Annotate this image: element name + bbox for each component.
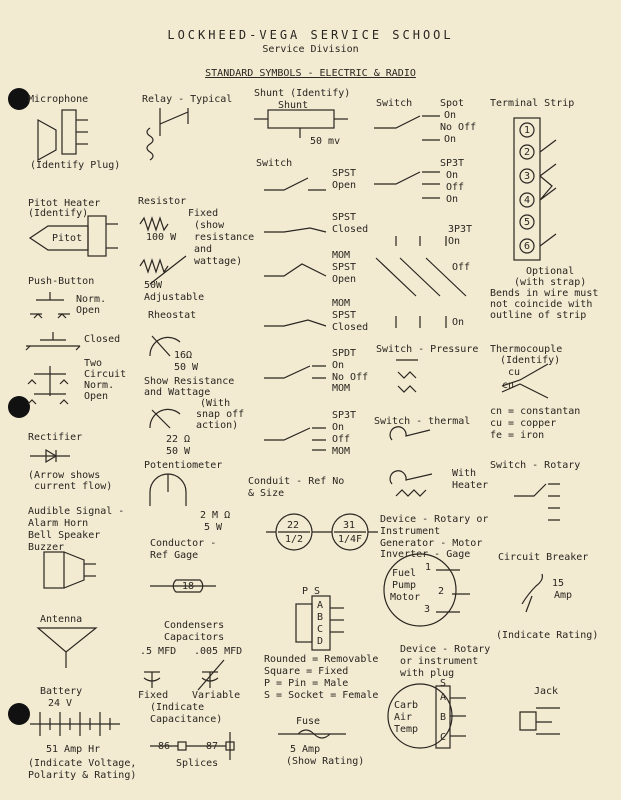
label-fixed: Fixed — [188, 208, 219, 219]
label-shunt-mv: 50 mv — [310, 136, 341, 147]
label-shunt-lbl: Shunt — [278, 100, 309, 111]
label-bends: Bends in wire must — [490, 288, 599, 299]
label-50w: 50W — [144, 280, 163, 291]
label-audible: Audible Signal - — [28, 506, 125, 517]
label-show-res: Show Resistance — [144, 376, 235, 387]
battery-icon — [30, 712, 120, 736]
pressure-switch-icon — [396, 360, 418, 392]
label-open: Open — [76, 305, 101, 316]
3p3t-switch-icon — [376, 236, 466, 328]
shunt-icon — [254, 110, 348, 138]
label-breaker: Circuit Breaker — [498, 552, 589, 563]
page-title: STANDARD SYMBOLS - ELECTRIC & RADIO — [205, 68, 416, 79]
label-current-flow: current flow) — [34, 481, 113, 492]
label-s-dev: S — [440, 678, 447, 689]
label-generator: Generator - Motor — [380, 538, 483, 549]
label-variable: Variable — [192, 690, 241, 701]
label-volts: 24 V — [48, 698, 73, 709]
label-action: action) — [196, 420, 239, 431]
label-gage-num: 18 — [182, 581, 195, 592]
label-db: B — [440, 712, 447, 723]
label-3p3t: 3P3T — [448, 224, 473, 235]
label-spot: Spot — [440, 98, 465, 109]
label-switch4: Switch — [376, 98, 413, 109]
fuse-icon — [278, 730, 346, 738]
label-terminal: Terminal Strip — [490, 98, 575, 109]
label-pressure: Switch - Pressure — [376, 344, 479, 355]
circuit-breaker-icon — [522, 574, 542, 612]
label-t1: 1 — [524, 125, 531, 136]
horn-icon — [44, 552, 96, 588]
label-cn-eq: cn = constantan — [490, 406, 581, 417]
label-c31: 31 — [343, 520, 356, 531]
label-n3: 3 — [424, 604, 431, 615]
label-spst: SPST — [332, 168, 357, 179]
antenna-icon — [38, 628, 96, 668]
label-air: Air — [394, 712, 413, 723]
label-pitot-identify: (Identify) — [28, 208, 89, 219]
push-button-icon — [26, 292, 80, 404]
label-cu: cu — [508, 367, 521, 378]
label-snap: snap off — [196, 409, 245, 420]
label-fe-eq: fe = iron — [490, 430, 545, 441]
label-relay: Relay - Typical — [142, 94, 233, 105]
terminal-strip-icon — [514, 118, 556, 260]
label-fuel: Fuel — [392, 568, 417, 579]
label-splice86: 86 — [158, 741, 171, 752]
label-open: Open — [332, 180, 357, 191]
label-pitot: Pitot — [52, 233, 83, 244]
label-norm-open: Norm. — [76, 294, 107, 305]
label-motor: Motor — [390, 592, 421, 603]
label-on4b: On — [444, 134, 457, 145]
label-polarity: Polarity & Rating) — [28, 770, 137, 781]
label-da: A — [440, 692, 447, 703]
label-off2: Off — [332, 434, 351, 445]
label-resistance: resistance — [194, 232, 255, 243]
label-rh-val: 16Ω — [174, 350, 193, 361]
label-p-pin: P = Pin = Male — [264, 678, 349, 689]
label-potentiometer: Potentiometer — [144, 460, 223, 471]
label-capacitance: Capacitance) — [150, 714, 223, 725]
label-splices: Splices — [176, 758, 219, 769]
label-tc-identify: (Identify) — [500, 355, 561, 366]
label-cn: cn — [502, 380, 515, 391]
label-c22: 22 — [287, 520, 300, 531]
label-splice87: 87 — [206, 741, 219, 752]
label-mom2: MOM — [332, 298, 351, 309]
label-with-strap: (with strap) — [514, 277, 587, 288]
label-on4: On — [444, 110, 457, 121]
capacitor-icon — [144, 660, 224, 690]
label-sp3t4: SP3T — [440, 158, 465, 169]
label-spst3: SPST — [332, 262, 357, 273]
label-shunt: Shunt (Identify) — [254, 88, 351, 99]
label-t4: 4 — [524, 195, 531, 206]
label-conduit: Conduit - Ref No — [248, 476, 345, 487]
label-pc: C — [317, 624, 324, 635]
label-two: Two — [84, 358, 103, 369]
label-antenna: Antenna — [40, 614, 83, 625]
label-with-plug: with plug — [400, 668, 455, 679]
label-rheostat: Rheostat — [148, 310, 197, 321]
label-square: Square = Fixed — [264, 666, 349, 677]
label-show: (show — [194, 220, 225, 231]
rotary-switch-icon — [514, 484, 560, 520]
label-r50: 50 W — [166, 446, 191, 457]
label-100w: 100 W — [146, 232, 177, 243]
label-pb: B — [317, 612, 324, 623]
label-t3: 3 — [524, 171, 531, 182]
label-spdt: SPDT — [332, 348, 357, 359]
label-pitot-heater: Pitot Heater — [28, 198, 101, 209]
relay-icon — [147, 108, 188, 160]
label-on4d: On — [446, 194, 459, 205]
label-push-button: Push-Button — [28, 276, 95, 287]
label-norm: Norm. — [84, 380, 115, 391]
label-no-off: No Off — [332, 372, 369, 383]
label-switch: Switch — [256, 158, 293, 169]
label-mfd005: .005 MFD — [194, 646, 243, 657]
label-on-b: On — [448, 236, 461, 247]
label-wattage: wattage) — [194, 256, 243, 267]
label-mom: MOM — [332, 250, 351, 261]
label-indicate-cap: (Indicate — [150, 702, 205, 713]
label-circuit: Circuit — [84, 369, 127, 380]
label-pot-val: 2 M Ω — [200, 510, 231, 521]
label-buzzer: Buzzer — [28, 542, 65, 553]
label-fuse: Fuse — [296, 716, 321, 727]
label-pa: A — [317, 600, 324, 611]
label-thermocouple: Thermocouple — [490, 344, 563, 355]
label-on: On — [332, 360, 345, 371]
label-size: & Size — [248, 488, 285, 499]
label-t5: 5 — [524, 217, 531, 228]
label-resistor: Resistor — [138, 196, 187, 207]
label-device: Device - Rotary or — [380, 514, 489, 525]
label-outline: outline of strip — [490, 310, 587, 321]
label-n1: 1 — [425, 562, 432, 573]
label-rounded: Rounded = Removable — [264, 654, 379, 665]
label-mom3: MOM — [332, 383, 351, 394]
label-open3: Open — [332, 274, 357, 285]
label-temp: Temp — [394, 724, 419, 735]
label-instrument: Instrument — [380, 526, 441, 537]
label-show-rating: (Show Rating) — [286, 756, 365, 767]
label-off-b: Off — [452, 262, 471, 273]
label-indicate-voltage: (Indicate Voltage, — [28, 758, 137, 769]
division-subtitle: Service Division — [262, 44, 359, 55]
label-indicate-rating: (Indicate Rating) — [496, 630, 599, 641]
resistor-icon — [140, 218, 186, 284]
label-or-instr: or instrument — [400, 656, 479, 667]
label-amp: Amp — [554, 590, 573, 601]
label-on-c: On — [452, 317, 465, 328]
label-cu-eq: cu = copper — [490, 418, 557, 429]
jack-icon — [520, 708, 560, 734]
label-on2: On — [332, 422, 345, 433]
label-n2: 2 — [438, 586, 445, 597]
label-on4c: On — [446, 170, 459, 181]
label-pd: D — [317, 636, 324, 647]
label-t6: 6 — [524, 241, 531, 252]
label-ref-gage: Ref Gage — [150, 550, 199, 561]
label-sp3t: SP3T — [332, 410, 357, 421]
label-off4: Off — [446, 182, 465, 193]
thermal-switch-icon — [390, 427, 432, 496]
label-identify-plug: (Identify Plug) — [30, 160, 121, 171]
label-capacitors: Capacitors — [164, 632, 225, 643]
label-r22: 22 Ω — [166, 434, 191, 445]
label-pump: Pump — [392, 580, 417, 591]
label-dc: C — [440, 732, 447, 743]
microphone-icon — [38, 110, 88, 160]
label-amp-hr: 51 Amp Hr — [46, 744, 101, 755]
label-s-socket: S = Socket = Female — [264, 690, 379, 701]
label-with-h: With — [452, 468, 477, 479]
label-closed: Closed — [84, 334, 121, 345]
label-closed: Closed — [332, 224, 369, 235]
label-battery: Battery — [40, 686, 83, 697]
label-open2: Open — [84, 391, 109, 402]
label-arrow-shows: (Arrow shows — [28, 470, 101, 481]
label-no-off4: No Off — [440, 122, 477, 133]
switch-icon — [264, 178, 326, 450]
label-pot-w: 5 W — [204, 522, 223, 533]
label-c12: 1/2 — [285, 534, 304, 545]
label-condensers: Condensers — [164, 620, 225, 631]
label-and-watt: and Wattage — [144, 387, 211, 398]
label-closed4: Closed — [332, 322, 369, 333]
label-bell-speaker: Bell Speaker — [28, 530, 101, 541]
label-and: and — [194, 244, 213, 255]
label-mfd5: .5 MFD — [140, 646, 177, 657]
label-adjustable: Adjustable — [144, 292, 205, 303]
label-device2: Device - Rotary — [400, 644, 491, 655]
label-rh-w: 50 W — [174, 362, 199, 373]
label-jack: Jack — [534, 686, 559, 697]
label-inverter: Inverter - Gage — [380, 549, 471, 560]
label-rectifier: Rectifier — [28, 432, 83, 443]
label-spst4: SPST — [332, 310, 357, 321]
label-t2: 2 — [524, 147, 531, 158]
label-carb: Carb — [394, 700, 419, 711]
label-ps: P S — [302, 586, 321, 597]
school-title: LOCKHEED-VEGA SERVICE SCHOOL — [167, 28, 454, 42]
label-heater: Heater — [452, 480, 489, 491]
label-thermal: Switch - thermal — [374, 416, 471, 427]
label-fixed-c: Fixed — [138, 690, 169, 701]
label-with: (With — [200, 398, 231, 409]
label-b15: 15 — [552, 578, 565, 589]
potentiometer-icon — [150, 474, 186, 506]
label-alarm-horn: Alarm Horn — [28, 518, 89, 529]
label-fuse-amp: 5 Amp — [290, 744, 321, 755]
label-rotary: Switch - Rotary — [490, 460, 581, 471]
label-not-coincide: not coincide with — [490, 299, 593, 310]
label-conductor: Conductor - — [150, 538, 217, 549]
label-microphone: Microphone — [28, 94, 89, 105]
label-mom4: MOM — [332, 446, 351, 457]
spot-switch-icon — [374, 116, 440, 198]
rectifier-icon — [30, 450, 70, 462]
label-optional: Optional — [526, 266, 575, 277]
label-spst2: SPST — [332, 212, 357, 223]
label-c14f: 1/4F — [338, 534, 363, 545]
